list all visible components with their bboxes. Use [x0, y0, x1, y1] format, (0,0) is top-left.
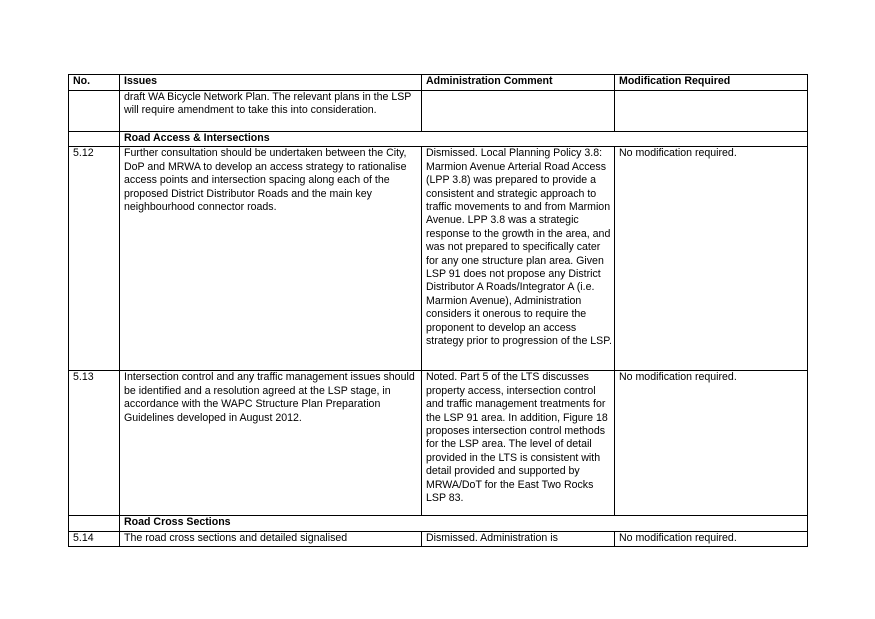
comment-text: [422, 91, 615, 132]
submissions-table: [68, 74, 808, 547]
modification-text: [615, 91, 808, 132]
row-number: 5.14: [69, 531, 120, 546]
row-number: 5.13: [69, 371, 120, 516]
row-number: 5.12: [69, 147, 120, 371]
section-heading-road-access: Road Access & Intersections: [120, 132, 808, 147]
section-heading-road-cross-sections: Road Cross Sections: [120, 516, 808, 531]
modification-text: No modification required.: [615, 371, 808, 516]
issue-text: Intersection control and any traffic management issues should be identified and a resolution agreed at the LSP stage, in accordance with the WAPC Structure Plan Preparation Guidelines developed in August 2012.: [120, 371, 422, 516]
issue-text: Further consultation should be undertaken between the City, DoP and MRWA to develop an access strategy to rationalise access points and intersection spacing along each of the proposed District Distributor Roads and the main key neighbourhood connector roads.: [120, 147, 422, 371]
comment-text: Dismissed. Administration is: [422, 531, 615, 546]
comment-text: Noted. Part 5 of the LTS discusses property access, intersection control and traffic management treatments for the LSP 91 area. In addition, Figure 18 proposes intersection control methods for the LSP area. The level of detail provided in the LTS is consistent with detail provided and supported by MRWA/DoT for the East Two Rocks LSP 83.: [422, 371, 615, 516]
table-row: [69, 147, 808, 371]
table-row: [69, 371, 808, 516]
issue-text: The road cross sections and detailed signalised: [120, 531, 422, 546]
header-no: No.: [69, 75, 120, 91]
table-row: [69, 91, 808, 132]
section-row: [69, 132, 808, 147]
modification-text: No modification required.: [615, 531, 808, 546]
header-modification-required: Modification Required: [615, 75, 808, 91]
table-header-row: [69, 75, 808, 91]
header-administration-comment: Administration Comment: [422, 75, 615, 91]
header-issues: Issues: [120, 75, 422, 91]
issue-text: draft WA Bicycle Network Plan. The relevant plans in the LSP will require amendment to take this into consideration.: [120, 91, 422, 132]
row-number: [69, 91, 120, 132]
table-row: [69, 531, 808, 546]
section-row: [69, 516, 808, 531]
modification-text: No modification required.: [615, 147, 808, 371]
comment-text: Dismissed. Local Planning Policy 3.8: Marmion Avenue Arterial Road Access (LPP 3.8) was prepared to provide a consistent and strategic approach to traffic movements to and from Marmion Avenue. LPP 3.8 was a strategic response to the growth in the area, and was not prepared to specifically cater for any one structure plan area. Given LSP 91 does not propose any District Distributor A Roads/Integrator A (i.e. Marmion Avenue), Administration considers it onerous to require the proponent to develop an access strategy prior to progression of the LSP.: [422, 147, 615, 371]
